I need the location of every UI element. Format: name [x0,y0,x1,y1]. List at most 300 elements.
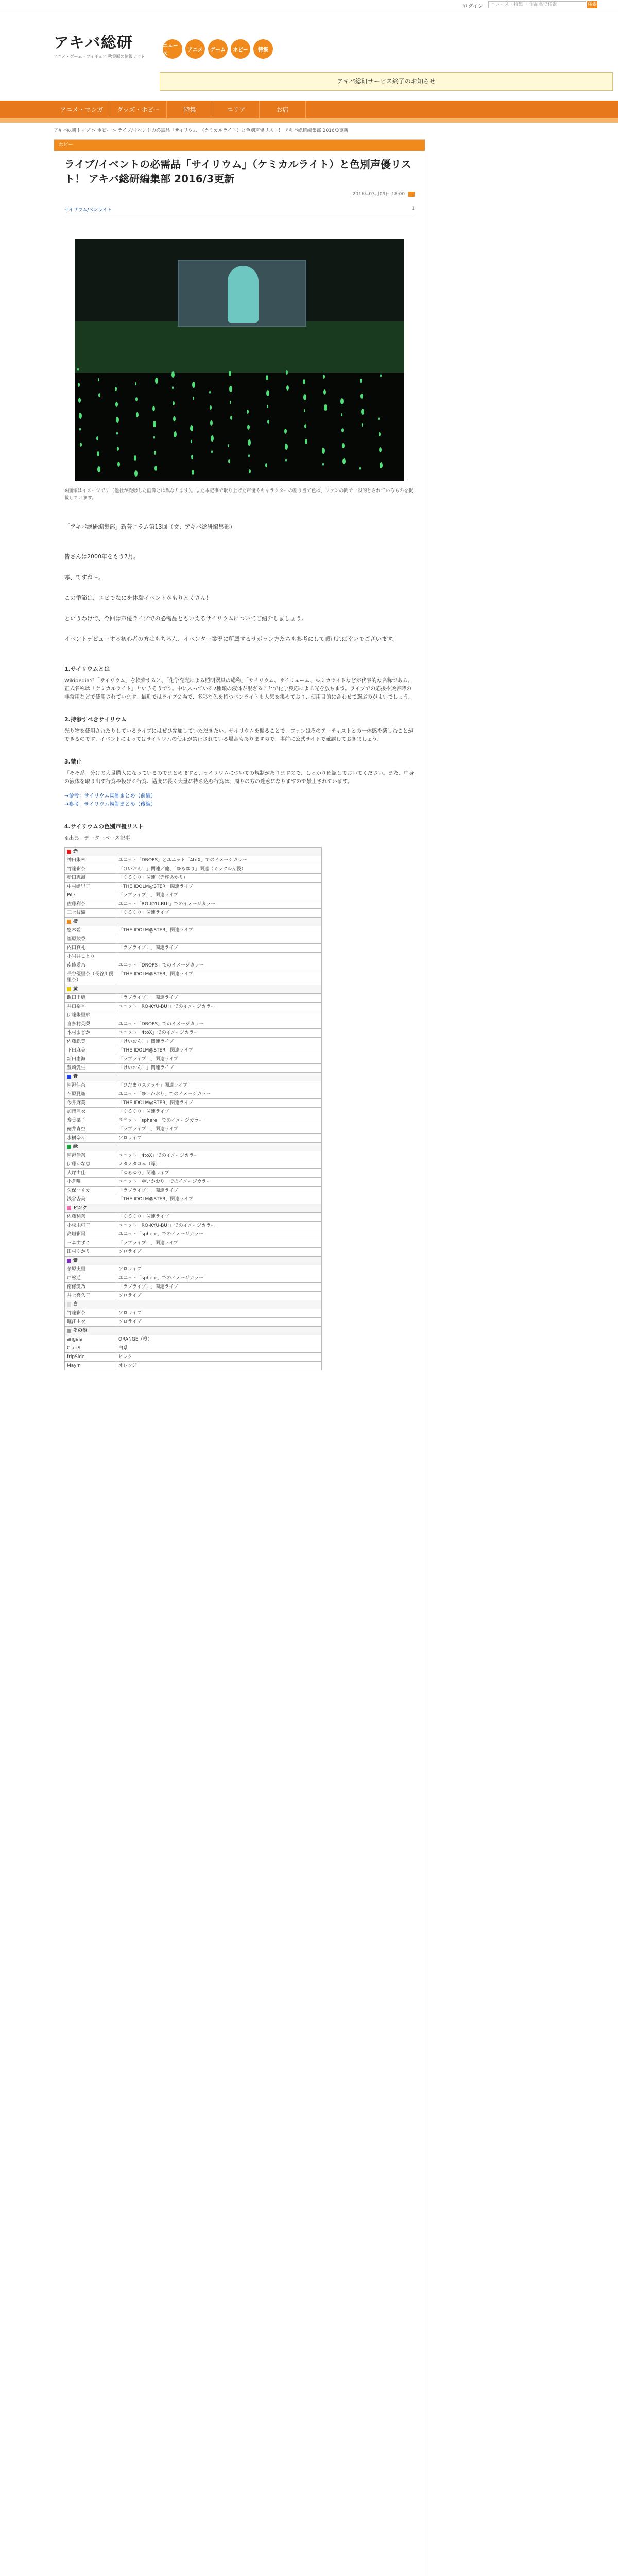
section-4-title: 4.サイリウムの色別声優リスト [64,823,144,830]
glowstick-dot [286,370,288,375]
glowstick-dot [171,371,175,378]
reference-link-2[interactable]: →参考：サイリウム規制まとめ（後編） [64,802,156,807]
color-note: 「けいおん！」関連ライブ [116,1038,322,1046]
color-note: ユニット「4toX」でのイメージカラー [116,1029,322,1038]
color-swatch-icon [67,1259,71,1263]
voice-actor-name: 佐藤聡美 [65,1038,116,1046]
table-row [65,970,322,985]
table-row [65,891,322,900]
glowstick-dot [361,409,364,415]
glowstick-dot [285,444,288,450]
table-row [65,1134,322,1143]
color-note: 「THE IDOLM@STER」関連ライブ [116,1195,322,1204]
table-row [65,1353,322,1362]
color-note: 「ゆるゆり」関連（赤座あかり） [116,874,322,883]
color-swatch-icon [67,850,71,854]
glowstick-dot [380,374,382,377]
voice-actor-name: 小岩井ことり [65,953,116,961]
voice-actor-name: 寿美菜子 [65,1116,116,1125]
table-row [65,1038,322,1046]
table-row [65,1125,322,1134]
logo-text: アキバ総研 [54,34,133,52]
table-row [65,1029,322,1038]
glowstick-dot [230,401,231,404]
color-group-row [65,1143,322,1151]
glowstick-dot [136,412,139,417]
color-group-name: ピンク [73,1206,87,1211]
paragraph-1: 皆さんは2000年をもう7月。 [64,553,139,560]
table-row [65,1309,322,1318]
glowstick-dot [305,439,307,444]
color-note: 「けいおん！」関連ライブ [116,1064,322,1073]
color-swatch-icon [67,987,71,991]
stage-screen [178,260,306,327]
color-swatch-icon [67,1302,71,1307]
glowstick-dot [134,455,136,461]
table-row [65,1160,322,1169]
voice-actor-name: angela [65,1335,116,1344]
color-note: ユニット「RO-KYU-BU!」でのイメージカラー [116,900,322,909]
glowstick-dot [117,447,119,451]
voice-actor-name: 三上枝織 [65,909,116,918]
nav-area[interactable]: エリア [213,101,260,118]
color-group-row [65,1073,322,1081]
color-group-name: 紫 [73,1258,78,1263]
glowstick-dot [174,431,177,437]
table-row [65,944,322,953]
color-note [116,953,322,961]
voice-actor-name: 井上喜久子 [65,1292,116,1300]
category-badge-icon [408,192,415,197]
table-row [65,1344,322,1353]
voice-actor-name: 伊藤かな恵 [65,1160,116,1169]
glowstick-dot [380,462,383,468]
color-note: 「THE IDOLM@STER」関連ライブ [116,1099,322,1108]
voice-actor-name: 長谷優里奈（長谷川優里奈） [65,970,116,985]
color-group-name: 白 [73,1302,78,1307]
glowstick-dot [360,394,363,399]
credit: 「アキバ総研編集部」新著コラム第13回（文：アキバ総研編集部） [64,523,236,530]
color-note: ユニット「sphere」でのイメージカラー [116,1230,322,1239]
table-row [65,1151,322,1160]
image-caption: ※画像はイメージです（他社が撮影した画像とは異なります）。また本記事で取り上げた声優やキャラクターの割り当て色は、ファンの間で一般的とされているものを掲載しています。 [64,488,414,501]
voice-actor-name: May'n [65,1362,116,1370]
voice-actor-name: 豊崎愛生 [65,1064,116,1073]
table-row [65,1362,322,1370]
glowstick-dot [248,454,250,457]
table-row [65,900,322,909]
glowstick-dot [229,371,231,376]
voice-actor-name: 内田真礼 [65,944,116,953]
paragraph-3: この季節は、ユビでなにを体験イベントがもりとくさん！ [64,595,212,601]
color-group-name: 黄 [73,987,78,992]
table-row [65,1003,322,1011]
voice-actor-name: 今井麻美 [65,1099,116,1108]
glowstick-dot [154,451,156,455]
article-category[interactable]: ホビー [54,140,425,151]
service-notice[interactable]: アキバ総研サービス終了のお知らせ [160,72,613,91]
color-note: 「ラブライブ！」関連ライブ [116,1125,322,1134]
section-2-title: 2.持参すべきサイリウム [64,716,127,723]
color-note: 「ゆるゆり」関連ライブ [116,1169,322,1178]
glowstick-dot [267,405,268,408]
color-note: 「ラブライブ！」関連ライブ [116,1187,322,1195]
nav-special[interactable]: 特集 [167,101,213,118]
voice-actor-name: 加隈亜衣 [65,1108,116,1116]
voice-actor-name: 新田恵海 [65,874,116,883]
color-note: ユニット「4toX」でのイメージカラー [116,1151,322,1160]
search-input[interactable]: ニュース・特集 ・作品名で検索 [488,1,586,8]
table-row [65,1213,322,1222]
table-row [65,1020,322,1029]
table-row [65,935,322,944]
glowstick-dot [134,470,138,477]
color-note: 「ゆるゆり」関連ライブ [116,1108,322,1116]
section-2-body: 光り物を使用されたりしているライブにはぜひ参加していただきたい。サイリウムを振ることで、ファンはそのアーティストとの一体感を楽しむことができるのです。イベントによってはサイリウムの使用が禁止されている場合もありますので、事前に公式サイトで確認しておきましょう。 [64,728,414,742]
voice-actor-name: 小倉唯 [65,1178,116,1187]
voice-actor-name: 高垣彩陽 [65,1230,116,1239]
glowstick-dot [379,447,382,452]
glowstick-dot [359,467,361,470]
login-link[interactable]: ログイン [462,4,483,9]
site-logo[interactable] [54,30,145,59]
table-row [65,1283,322,1292]
glowstick-dot [96,436,98,440]
glowstick-dot [266,390,269,396]
color-group-row [65,918,322,926]
glowstick-dot [78,383,80,387]
color-note: 「ラブライブ！」関連ライブ [116,891,322,900]
glowstick-dot [284,429,287,434]
glowstick-dot [173,401,175,405]
table-row [65,1178,322,1187]
color-note: ユニット「DROPS」でのイメージカラー [116,1020,322,1029]
hero-image [75,239,404,481]
color-note: ユニット「ゆいかおり」でのイメージカラー [116,1178,322,1187]
color-group-label [65,1143,322,1151]
color-note: ソロライブ [116,1309,322,1318]
color-note: ソロライブ [116,1248,322,1257]
color-note: 「THE IDOLM@STER」関連ライブ [116,970,322,985]
glowstick-dot [265,463,267,467]
glowstick-dot [153,421,156,427]
section-3-body: 「そそ系」分けの大量購入になっているのでまとめますと、サイリウムについての規制がありますので、しっかり確認しておいてください。また、中身の液体を取り出す行為や投げる行為、過度に長く大量に持ち込む行為は、周りの方の迷惑になりますので禁止されています。 [64,771,414,785]
glowstick-dot [341,428,344,432]
color-note: ソロライブ [116,1265,322,1274]
voice-actor-name: 伊達朱里紗 [65,1011,116,1020]
circle-special[interactable]: 特集 [253,39,273,59]
glowstick-dot [340,398,344,404]
glowstick-dot [323,389,326,395]
date-text: 2016年03月09日 18:00 [352,192,405,197]
glowstick-dot [79,428,81,431]
color-note: 「けいおん！」関連／他、「ゆるゆり」関連（ミラクルん役） [116,865,322,874]
circle-hobby[interactable]: ホビー [231,39,250,59]
color-swatch-icon [67,1329,71,1333]
voice-actor-name: 久保ユリカ [65,1187,116,1195]
glowstick-dot [322,448,325,454]
color-group-name: 橙 [73,919,78,924]
glowstick-dot [78,398,81,403]
tag-link[interactable]: サイリウム/ペンライト [64,208,112,213]
sidebar [433,149,597,2576]
article-title: ライブ/イベントの必需品「サイリウム」（ケミカルライト）と色別声優リスト！ アキバ総研編集部 2016/3更新 [64,158,411,185]
main-nav [0,101,618,118]
glowstick-dot [191,440,192,443]
nav-strip [0,118,618,123]
section-4-note: ※出典：データーベース記事 [64,836,130,841]
glowstick-dot [116,417,119,423]
table-row [65,1292,322,1300]
table-row [65,1046,322,1055]
color-note: ユニット「DROPS」とユニット「4toX」でのイメージカラー [116,856,322,865]
color-note: ソロライブ [116,1318,322,1327]
color-note: 「ラブライブ！」関連ライブ [116,1055,322,1064]
color-note: 白系 [116,1344,322,1353]
voice-actor-name: 福原綾香 [65,935,116,944]
color-note: 「THE IDOLM@STER」関連ライブ [116,883,322,891]
table-row [65,1222,322,1230]
voice-actor-name: 三森すずこ [65,1239,116,1248]
voice-actor-name: 南條愛乃 [65,961,116,970]
color-note: ユニット「ゆいかおり」でのイメージカラー [116,1090,322,1099]
color-group-row [65,1257,322,1265]
color-voice-actor-table [64,847,322,1370]
paragraph-5: イベントデビューする初心者の方はもちろん、イベンター業況に所属するサポラン方たちも参考にして頂ければ幸いでございます。 [64,636,398,642]
color-note: 「ラブライブ！」関連ライブ [116,944,322,953]
table-row [65,1099,322,1108]
glowstick-dot [248,439,251,446]
color-group-name: その他 [73,1328,88,1333]
color-note [116,935,322,944]
color-group-row [65,985,322,994]
color-swatch-icon [67,1075,71,1079]
voice-actor-name: 浅倉杏美 [65,1195,116,1204]
glowstick-dot [152,406,155,411]
color-group-label [65,1257,322,1265]
glowstick-dot [323,375,325,379]
glowstick-dot [304,424,306,428]
color-group-name: 赤 [73,849,78,854]
glowstick-dot [378,417,380,420]
table-row [65,1274,322,1283]
glowstick-dot [228,459,230,463]
circle-anime[interactable]: アニメ [185,39,205,59]
glowstick-dot [97,466,100,472]
voice-actor-name: 井口裕香 [65,1003,116,1011]
voice-actor-name: 飯田里穂 [65,994,116,1003]
voice-actor-name: 竹達彩奈 [65,1309,116,1318]
voice-actor-name: 佐藤利奈 [65,1213,116,1222]
voice-actor-name: 戸松遥 [65,1274,116,1283]
glowstick-dot [304,409,305,412]
voice-actor-name: Pile [65,891,116,900]
nav-goods[interactable]: グッズ・ホビー [110,101,167,118]
voice-actor-name: 大坪由佳 [65,1169,116,1178]
section-1-body: Wikipediaで「サイリウム」を検索すると、「化学発光による照明器具の総称」「サイリウム、サイリューム、ルミカライトなどが代表的な名称である。正式名称は「ケミカルライト」というそうです。中に入っている2種類の液体が混ざることで化学反応による光を放ちます。ライブでの応援や災害時の非常用などで使用されています。最近ではライブ会場で、多彩な色を持つペンライトも人気を集めており、使用目的に合わせて選ぶのがよいでしょう。 [64,678,414,700]
voice-actor-name: 南條愛乃 [65,1283,116,1292]
glowstick-dot [155,378,158,384]
logo-subtitle: アニメ・ゲーム・フィギュア 秋葉原の情報サイト [54,54,145,59]
color-note: メタメタコム（緑） [116,1160,322,1169]
glowstick-dot [322,463,324,466]
voice-actor-name: 阿澄佳奈 [65,1151,116,1160]
voice-actor-name: 喜多村英梨 [65,1020,116,1029]
color-note: ユニット「RO-KYU-BU!」でのイメージカラー [116,1003,322,1011]
color-group-label [65,848,322,856]
paragraph-2: 寒、てすね〜。 [64,574,104,581]
screen-figure [228,266,259,323]
color-swatch-icon [67,1206,71,1210]
color-swatch-icon [67,920,71,924]
color-note: ORANGE（橙） [116,1335,322,1344]
table-row [65,1195,322,1204]
color-note: 「ラブライブ！」関連ライブ [116,994,322,1003]
glowstick-dot [247,410,249,414]
glowstick-dot [210,420,213,426]
glowstick-dot [77,368,79,371]
color-note: ソロライブ [116,1134,322,1143]
section-1-title: 1.サイリウムとは [64,666,110,672]
voice-actor-name: fripSide [65,1353,116,1362]
color-note: 「ゆるゆり」関連ライブ [116,1213,322,1222]
glowstick-dot [342,458,346,464]
table-row [65,909,322,918]
voice-actor-name: 茅原実里 [65,1265,116,1274]
color-group-label [65,1073,322,1081]
color-group-label [65,1327,322,1335]
nav-shops[interactable]: お店 [260,101,306,118]
table-row [65,865,322,874]
voice-actor-name: 木村まどか [65,1029,116,1038]
table-row [65,856,322,865]
table-row [65,994,322,1003]
voice-actor-name: 徳井青空 [65,1125,116,1134]
glowstick-dot [192,470,194,475]
glowstick-dot [210,405,212,410]
glowstick-dot [190,425,193,431]
glowstick-dot [98,378,99,381]
glowstick-dot [211,435,214,442]
table-row [65,1108,322,1116]
table-row [65,1090,322,1099]
table-row [65,926,322,935]
glowstick-dot [230,416,232,420]
category-circles [163,39,273,59]
circle-game[interactable]: ゲーム [208,39,228,59]
color-group-row [65,1204,322,1213]
glowstick-dot [303,379,305,384]
article [54,139,425,2576]
color-note: 「ゆるゆり」関連ライブ [116,909,322,918]
table-row [65,1116,322,1125]
voice-actor-name: 阿澄佳奈 [65,1081,116,1090]
color-note: ユニット「DROPS」でのイメージカラー [116,961,322,970]
table-row [65,1187,322,1195]
glowstick-dot [154,466,157,471]
glowstick-dot [116,432,118,435]
glowstick-dot [79,413,82,419]
circle-news[interactable]: ニュース [163,39,182,59]
table-row [65,874,322,883]
table-row [65,1081,322,1090]
color-group-name: 緑 [73,1144,78,1149]
color-note: ソロライブ [116,1292,322,1300]
tag-line [64,206,415,218]
table-row [65,1239,322,1248]
voice-actor-name: 下田麻美 [65,1046,116,1055]
table-row [65,953,322,961]
glowstick-dot [342,443,345,448]
glowstick-dot [286,385,289,391]
color-note: 「THE IDOLM@STER」関連ライブ [116,926,322,935]
glowstick-dot [341,413,342,416]
color-note: 「THE IDOLM@STER」関連ライブ [116,1046,322,1055]
glowstick-dot [247,425,250,430]
glowstick-dot [209,391,211,394]
table-row [65,1055,322,1064]
voice-actor-name: 小松未可子 [65,1222,116,1230]
table-row [65,1335,322,1344]
voice-actor-name: 神田朱未 [65,856,116,865]
glowstick-dot [228,444,229,447]
glowstick-dot [324,404,327,411]
voice-actor-name: 佐藤利奈 [65,900,116,909]
glowstick-dot [193,397,194,400]
glowstick-dot [303,394,306,400]
breadcrumb[interactable]: アキバ総研トップ > ホビー > ライブ/イベントの必需品「サイリウム」（ケミカルライト）と色別声優リスト！ アキバ総研編集部 2016/3更新 [54,128,349,133]
reference-link-1[interactable]: →参考：サイリウム規制まとめ（前編） [64,793,156,799]
table-row [65,1265,322,1274]
glowstick-dot [115,402,118,407]
color-group-row [65,1300,322,1309]
color-note: ユニット「sphere」でのイメージカラー [116,1274,322,1283]
glowstick-dot [135,397,138,401]
glowstick-dot [285,459,287,462]
color-note: 「ひだまりスケッチ」関連ライブ [116,1081,322,1090]
search-button[interactable]: 検索 [587,2,597,7]
nav-anime[interactable]: アニメ・マンガ [54,101,110,118]
voice-actor-name: 竹達彩奈 [65,865,116,874]
glowstick-dot [362,423,363,427]
table-row [65,1011,322,1020]
color-group-name: 青 [73,1074,78,1079]
glowstick-dot [80,443,82,447]
voice-actor-name: 石原夏織 [65,1090,116,1099]
color-note: 「ラブライブ！」関連ライブ [116,1283,322,1292]
crowd [75,373,404,481]
voice-actor-name: 水樹奈々 [65,1134,116,1143]
color-group-label [65,918,322,926]
table-row [65,1169,322,1178]
glowstick-dot [172,386,174,389]
glowstick-dot [135,382,136,385]
table-row [65,1318,322,1327]
topbar [0,0,618,9]
glowstick-dot [249,469,251,473]
glowstick-dot [266,375,268,380]
table-row [65,1248,322,1257]
glowstick-dot [267,420,269,424]
glowstick-dot [117,462,120,467]
glowstick-dot [97,451,99,456]
voice-actor-name: 堀江由衣 [65,1318,116,1327]
table-row [65,1230,322,1239]
color-group-label [65,1300,322,1309]
glowstick-dot [191,455,193,459]
glowstick-dot [173,416,176,421]
voice-actor-name: ClariS [65,1344,116,1353]
